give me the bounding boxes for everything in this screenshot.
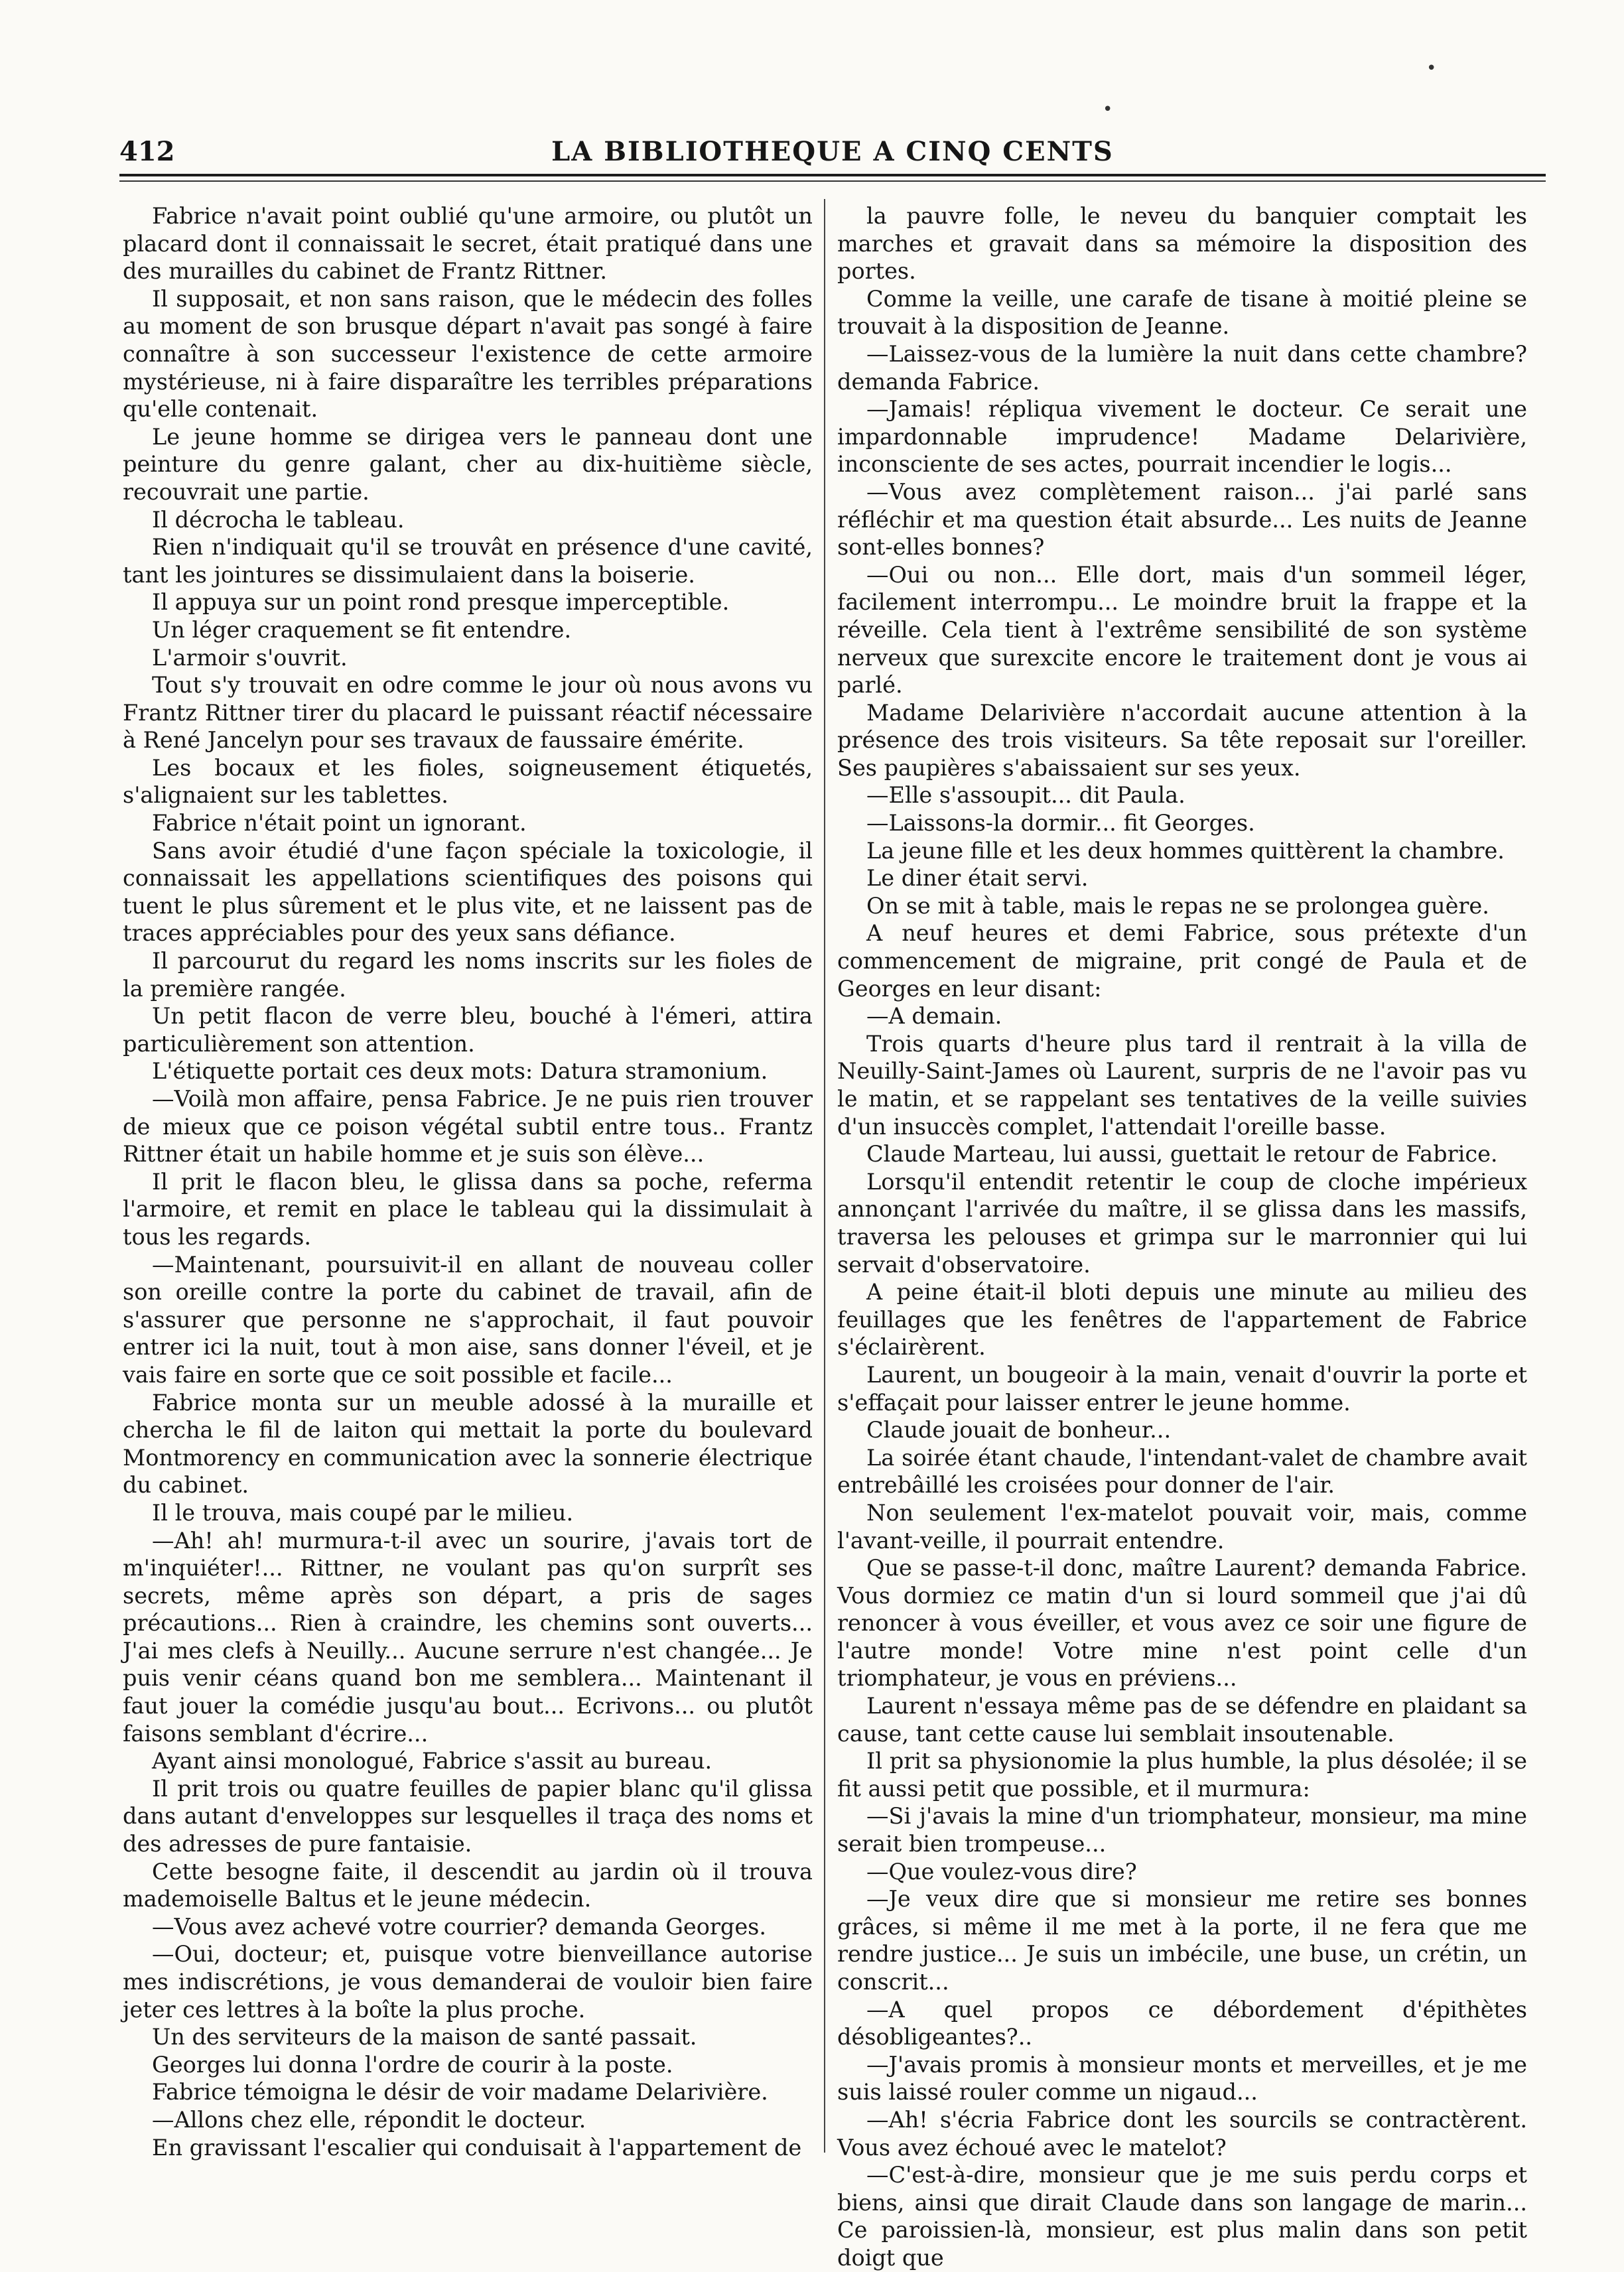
print-speck: • [1103,100,1113,119]
paragraph: Il le trouva, mais coupé par le milieu. [152,1499,574,1526]
paragraph: Les bocaux et les fioles, soigneusement étiquetés, s'alignaient sur les tablettes. [123,754,813,809]
paragraph: —Si j'avais la mine d'un triomphateur, monsieur, ma mine serait bien trompeuse... [837,1803,1527,1857]
paragraph: Il appuya sur un point rond presque imperceptible. [152,589,730,616]
page-number: 412 [119,136,175,167]
paragraph: L'étiquette portait ces deux mots: Datura stramonium. [152,1058,768,1085]
paragraph: Ayant ainsi monologué, Fabrice s'assit au bureau. [152,1748,712,1774]
paragraph: Fabrice monta sur un meuble adossé à la muraille et chercha le fil de laiton qui mettait la porte du boulevard Montmorency en communication avec la sonnerie électrique du cabinet. [123,1389,813,1499]
paragraph: Fabrice n'était point un ignorant. [152,810,527,836]
paragraph: —Voilà mon affaire, pensa Fabrice. Je ne puis rien trouver de mieux que ce poison végétal subtil entre tous.. Frantz Rittner était un habile homme et je suis son élève... [123,1086,813,1168]
paragraph: Il parcourut du regard les noms inscrits sur les fioles de la première rangée. [123,948,813,1002]
paragraph: —Maintenant, poursuivit-il en allant de nouveau coller son oreille contre la porte du cabinet de travail, afin de s'assurer que personne ne s'approchait, il faut pouvoir entrer ici la nuit, tout à mon aise, sans donner l'éveil, et je vais faire en sorte que ce soit possible et facile... [123,1251,813,1388]
paragraph: —Que voulez-vous dire? [866,1858,1137,1885]
paragraph: —Vous avez complètement raison... j'ai parlé sans réfléchir et ma question était absurde... Les nuits de Jeanne sont-elles bonnes? [837,478,1527,561]
paragraph: Comme la veille, une carafe de tisane à moitié pleine se trouvait à la disposition de Jeanne. [837,285,1527,340]
paragraph: Le diner était servi. [866,865,1089,892]
paragraph: Il prit trois ou quatre feuilles de papier blanc qu'il glissa dans autant d'enveloppes sur lesquelles il traça des noms et des adresses de pure fantaisie. [123,1775,813,1857]
paragraph: La soirée étant chaude, l'intendant-valet de chambre avait entrebâillé les croisées pour donner de l'air. [837,1444,1527,1499]
paragraph: Il prit le flacon bleu, le glissa dans sa poche, referma l'armoire, et remit en place le tableau qui la dissimulait à tous les regards. [123,1168,813,1250]
paragraph: A peine était-il bloti depuis une minute au milieu des feuillages que les fenêtres de l'appartement de Fabrice s'éclairèrent. [837,1279,1527,1361]
paragraph: On se mit à table, mais le repas ne se prolongea guère. [866,892,1489,919]
paragraph: Rien n'indiquait qu'il se trouvât en présence d'une cavité, tant les jointures se dissimulaient dans la boiserie. [123,534,813,588]
paragraph: —Jamais! répliqua vivement le docteur. Ce serait une impardonnable imprudence! Madame Delarivière, inconsciente de ses actes, pourrait incendier le logis... [837,396,1527,478]
paragraph: Fabrice n'avait point oublié qu'une armoire, ou plutôt un placard dont il connaissait le secret, était pratiqué dans une des murailles du cabinet de Frantz Rittner. [123,203,813,285]
paragraph: Un léger craquement se fit entendre. [152,616,572,643]
paragraph: —Laissons-la dormir... fit Georges. [866,810,1255,836]
paragraph: Il prit sa physionomie la plus humble, la plus désolée; il se fit aussi petit que possible, et il murmura: [837,1748,1527,1802]
paragraph: —Ah! s'écria Fabrice dont les sourcils se contractèrent. Vous avez échoué avec le matelot? [837,2106,1527,2161]
paragraph: —Je veux dire que si monsieur me retire ses bonnes grâces, si même il me met à la porte, il ne fera que me rendre justice... Je suis un imbécile, une buse, un crétin, un conscrit... [837,1886,1527,1995]
header-rule-thin [119,180,1546,182]
paragraph: —C'est-à-dire, monsieur que je me suis perdu corps et biens, ainsi que dirait Claude dans son langage de marin... Ce paroissien-là, monsieur, est plus malin dans son petit doigt que [837,2162,1527,2271]
paragraph: Que se passe-t-il donc, maître Laurent? demanda Fabrice. Vous dormiez ce matin d'un si lourd sommeil que j'ai dû renoncer à vous éveiller, et vous avez ce soir une figure de l'autre monde! Votre mine n'est point celle d'un triomphateur, je vous en préviens... [837,1555,1527,1692]
print-speck: • [1426,58,1437,78]
paragraph: —J'avais promis à monsieur monts et merveilles, et je me suis laissé rouler comme un nigaud... [837,2051,1527,2105]
paragraph: Laurent n'essaya même pas de se défendre en plaidant sa cause, tant cette cause lui semblait insoutenable. [837,1693,1527,1747]
paragraph: —Oui, docteur; et, puisque votre bienveillance autorise mes indiscrétions, je vous demanderai de vouloir bien faire jeter ces lettres à la boîte la plus proche. [123,1941,813,2023]
paragraph: Fabrice témoigna le désir de voir madame Delarivière. [152,2079,768,2105]
header-rule [119,174,1546,176]
paragraph: Un petit flacon de verre bleu, bouché à l'émeri, attira particulièrement son attention. [123,1003,813,1057]
paragraph: —Ah! ah! murmura-t-il avec un sourire, j'avais tort de m'inquiéter!... Rittner, ne voulant pas qu'on surprît ses secrets, même après son départ, a pris de sages précautions... Rien à craindre, les chemins sont ouverts... J'ai mes clefs à Neuilly... Aucune serrure n'est changée... Je puis venir céans quand bon me semblera... Maintenant il faut jouer la comédie jusqu'au bout... Ecrivons... ou plutôt faisons semblant d'écrire... [123,1527,813,1747]
paragraph: Il décrocha le tableau. [152,506,405,533]
paragraph: La jeune fille et les deux hommes quittèrent la chambre. [866,837,1505,864]
paragraph: En gravissant l'escalier qui conduisait à l'appartement de [152,2134,802,2161]
paragraph: Il supposait, et non sans raison, que le médecin des folles au moment de son brusque départ n'avait pas songé à faire connaître à son successeur l'existence de cette armoire mystérieuse, ni à faire disparaître les terribles préparations qu'elle contenait. [123,285,813,423]
paragraph: —A quel propos ce débordement d'épithètes désobligeantes?.. [837,1996,1527,2050]
left-column [123,202,813,2161]
page-header [119,136,1546,176]
paragraph: —Vous avez achevé votre courrier? demanda Georges. [152,1913,767,1940]
column-divider [824,199,825,2153]
paragraph: Claude Marteau, lui aussi, guettait le retour de Fabrice. [866,1141,1498,1168]
paragraph: —Laissez-vous de la lumière la nuit dans cette chambre? demanda Fabrice. [837,340,1527,395]
paragraph: Non seulement l'ex-matelot pouvait voir, mais, comme l'avant-veille, il pourrait entendre. [837,1499,1527,1554]
paragraph: A neuf heures et demi Fabrice, sous prétexte d'un commencement de migraine, prit congé de Paula et de Georges en leur disant: [837,920,1527,1002]
paragraph: Madame Delarivière n'accordait aucune attention à la présence des trois visiteurs. Sa tête reposait sur l'oreiller. Ses paupières s'abaissaient sur ses yeux. [837,699,1527,781]
paragraph: L'armoir s'ouvrit. [152,644,348,671]
paragraph: Cette besogne faite, il descendit au jardin où il trouva mademoiselle Baltus et le jeune médecin. [123,1858,813,1912]
paragraph: Claude jouait de bonheur... [866,1417,1172,1443]
paragraph: —Oui ou non... Elle dort, mais d'un sommeil léger, facilement interrompu... Le moindre bruit la frappe et la réveille. Cela tient à l'extrême sensibilité de son système nerveux que surexcite encore le traitement dont je vous ai parlé. [837,561,1527,699]
paragraph: Laurent, un bougeoir à la main, venait d'ouvrir la porte et s'effaçait pour laisser entrer le jeune homme. [837,1361,1527,1416]
running-title: LA BIBLIOTHEQUE A CINQ CENTS [551,136,1114,167]
paragraph: Le jeune homme se dirigea vers le panneau dont une peinture du genre galant, cher au dix-huitième siècle, recouvrait une partie. [123,423,813,505]
paragraph: Trois quarts d'heure plus tard il rentrait à la villa de Neuilly-Saint-James où Laurent, surpris de ne l'avoir pas vu le matin, et se rappelant ses tentatives de la veille suivies d'un insuccès complet, l'attendait l'oreille basse. [837,1030,1527,1140]
paragraph: Tout s'y trouvait en odre comme le jour où nous avons vu Frantz Rittner tirer du placard le puissant réactif nécessaire à René Jancelyn pour ses travaux de faussaire émérite. [123,672,813,754]
paragraph: Un des serviteurs de la maison de santé passait. [152,2024,697,2050]
paragraph: Georges lui donna l'ordre de courir à la poste. [152,2051,673,2078]
paragraph: Sans avoir étudié d'une façon spéciale la toxicologie, il connaissait les appellations scientifiques des poisons qui tuent le plus sûrement et le plus vite, et ne laissent pas de traces appréciables pour des yeux sans défiance. [123,837,813,947]
paragraph: —Elle s'assoupit... dit Paula. [866,782,1185,809]
right-column [837,202,1527,2271]
paragraph: la pauvre folle, le neveu du banquier comptait les marches et gravait dans sa mémoire la disposition des portes. [837,203,1527,285]
paragraph: —A demain. [866,1003,1002,1030]
paragraph: —Allons chez elle, répondit le docteur. [152,2106,586,2133]
paragraph: Lorsqu'il entendit retentir le coup de cloche impérieux annonçant l'arrivée du maître, il se glissa dans les massifs, traversa les pelouses et grimpa sur le marronnier qui lui servait d'observatoire. [837,1168,1527,1278]
